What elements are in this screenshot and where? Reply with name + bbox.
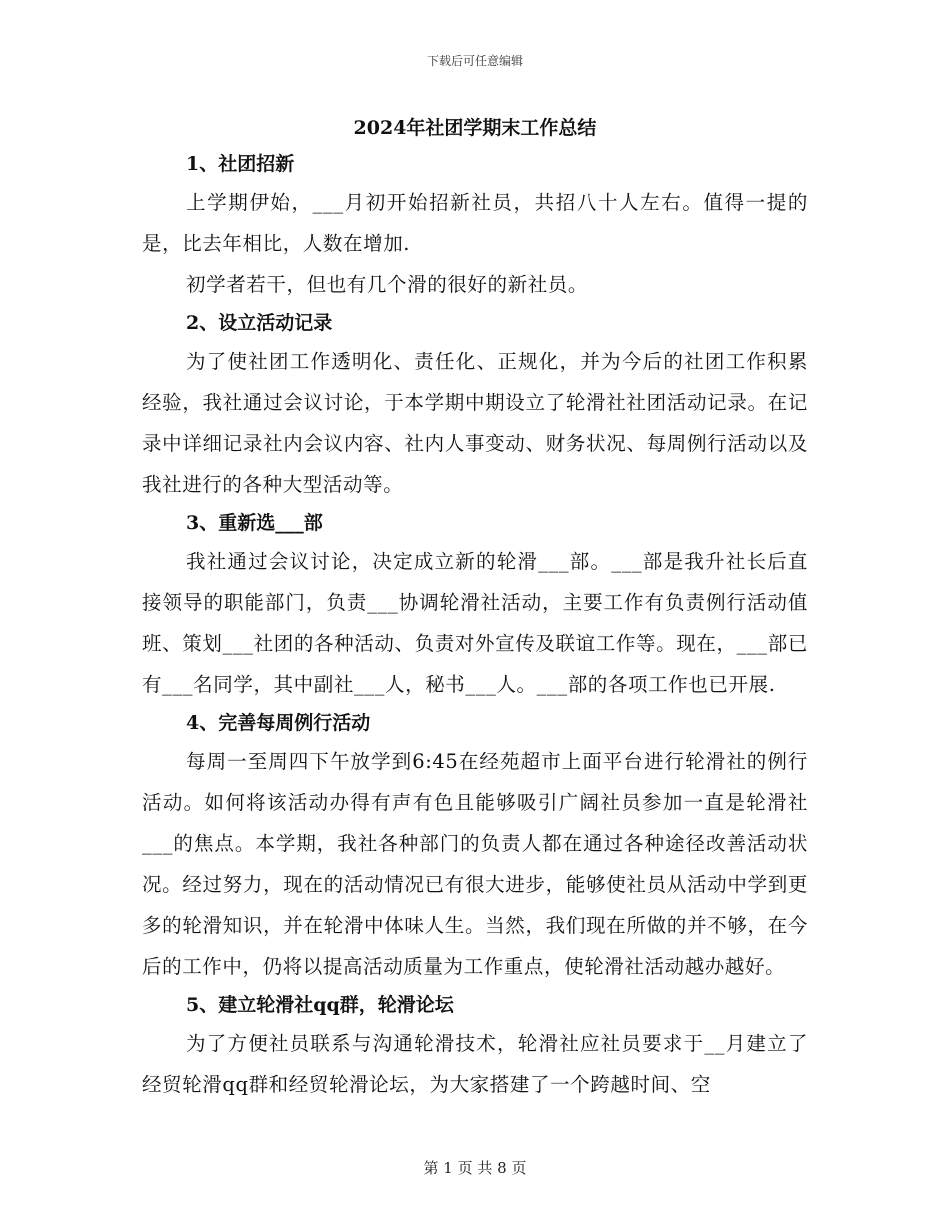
section-2 bbox=[142, 305, 808, 505]
paragraph: 为了使社团工作透明化、责任化、正规化，并为今后的社团工作积累经验，我社通过会议讨论，于本学期中期设立了轮滑社社团活动记录。在记录中详细记录社内会议内容、社内人事变动、财务状况、每周例行活动以及我社进行的各种大型活动等。 bbox=[142, 350, 808, 496]
section-4 bbox=[142, 705, 808, 987]
paragraph: 我社通过会议讨论，决定成立新的轮滑___部。___部是我升社长后直接领导的职能部门，负责___协调轮滑社活动，主要工作有负责例行活动值班、策划___社团的各种活动、负责对外宣传及联谊工作等。现在，___部已有___名同学，其中副社___人，秘书___人。___部的各项工作也已开展. bbox=[142, 550, 808, 696]
document-body bbox=[142, 110, 808, 1105]
section-3 bbox=[142, 505, 808, 705]
section-heading: 5、建立轮滑社qq群，轮滑论坛 bbox=[186, 994, 454, 1016]
page-footer: 第 1 页 共 8 页 bbox=[423, 1159, 527, 1177]
section-heading: 3、重新选___部 bbox=[186, 512, 323, 534]
paragraph: 初学者若干，但也有几个滑的很好的新社员。 bbox=[186, 273, 589, 296]
paragraph: 每周一至周四下午放学到6:45在经苑超市上面平台进行轮滑社的例行活动。如何将该活动办得有声有色且能够吸引广阔社员参加一直是轮滑社___的焦点。本学期，我社各种部门的负责人都在通过各种途径改善活动状况。经过努力，现在的活动情况已有很大进步，能够使社员从活动中学到更多的轮滑知识，并在轮滑中体味人生。当然，我们现在所做的并不够，在今后的工作中，仍将以提高活动质量为工作重点，使轮滑社活动越办越好。 bbox=[142, 750, 808, 978]
section-5 bbox=[142, 987, 808, 1105]
section-1 bbox=[142, 146, 808, 305]
section-heading: 4、完善每周例行活动 bbox=[186, 712, 371, 734]
page-header: 下载后可任意编辑 bbox=[426, 54, 523, 68]
section-heading: 2、设立活动记录 bbox=[186, 312, 333, 334]
paragraph: 上学期伊始，___月初开始招新社员，共招八十人左右。值得一提的是，比去年相比，人数在增加. bbox=[142, 191, 808, 255]
section-heading: 1、社团招新 bbox=[186, 153, 295, 175]
paragraph: 为了方便社员联系与沟通轮滑技术，轮滑社应社员要求于__月建立了经贸轮滑qq群和经贸轮滑论坛，为大家搭建了一个跨越时间、空 bbox=[142, 1032, 808, 1096]
document-title: 2024年社团学期末工作总结 bbox=[353, 117, 597, 139]
